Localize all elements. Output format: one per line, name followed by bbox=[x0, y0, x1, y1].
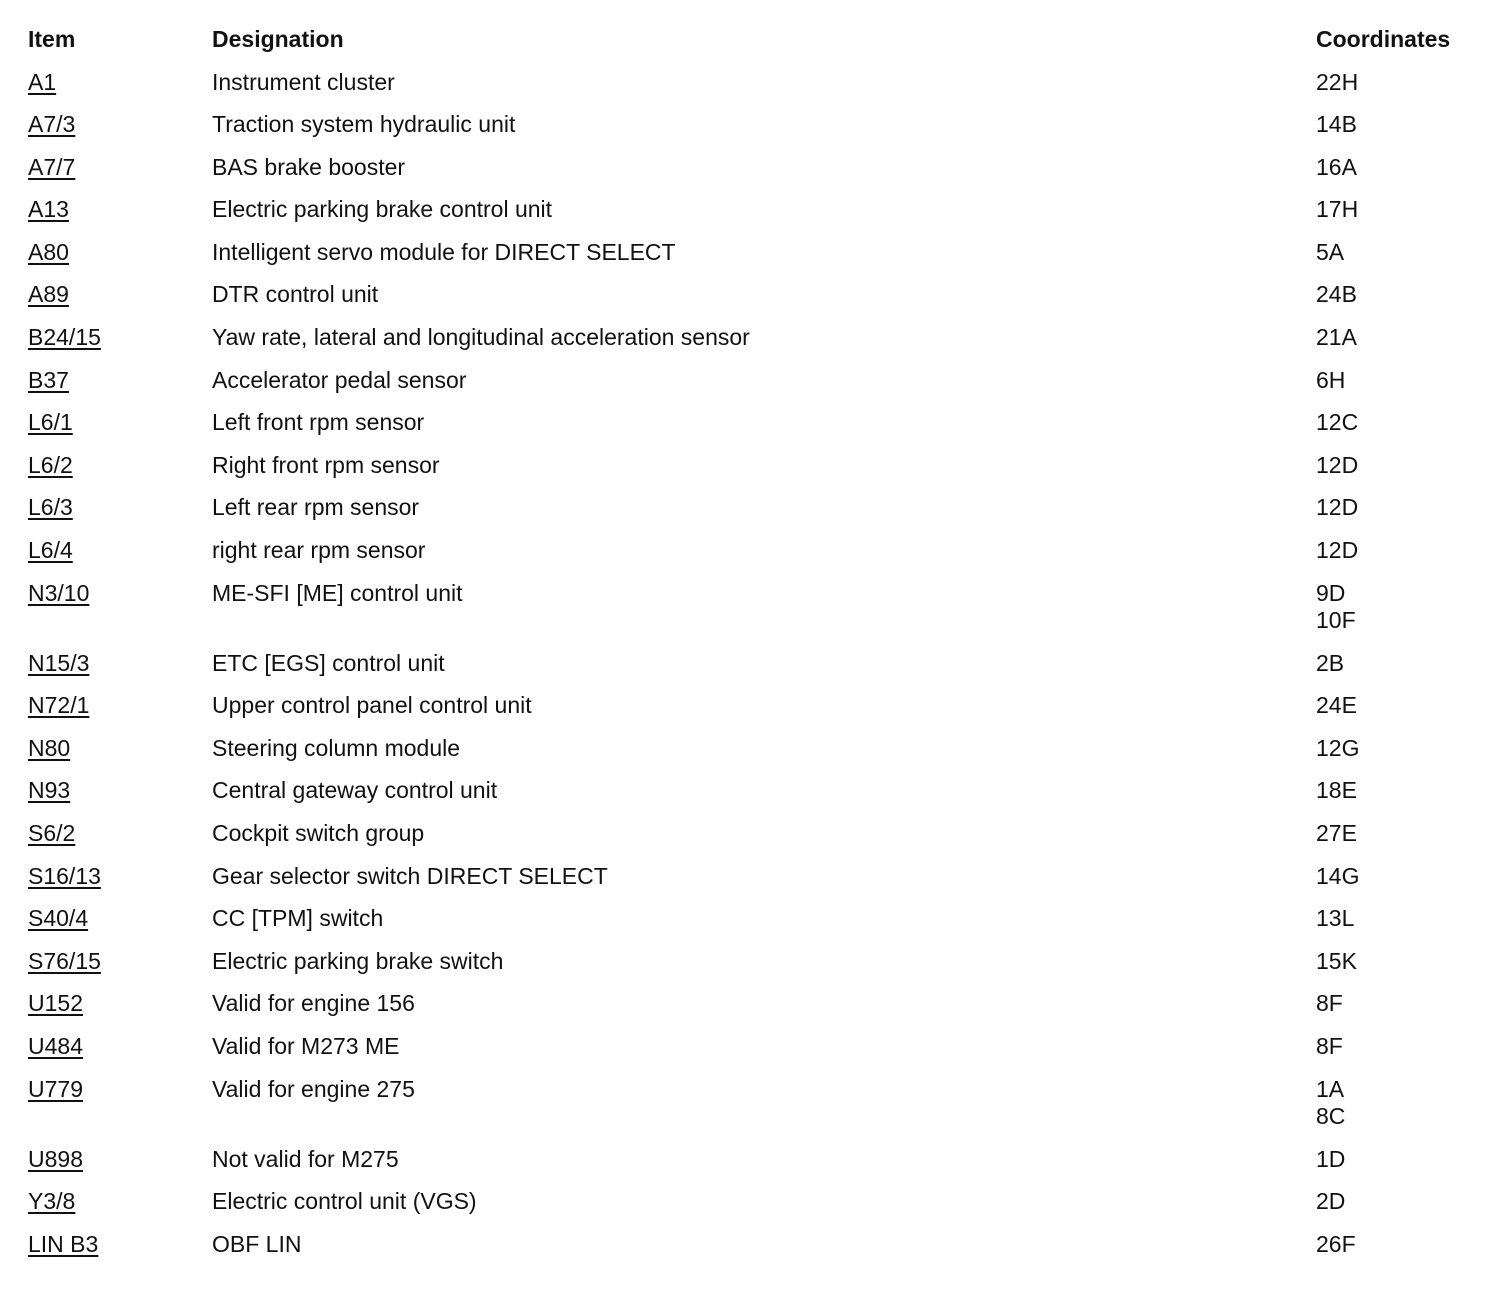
coordinates-cell bbox=[1316, 409, 1478, 437]
table-row bbox=[28, 196, 1478, 239]
coordinates-cell bbox=[1316, 111, 1478, 139]
coordinate-value: 10F bbox=[1316, 607, 1356, 634]
table-row bbox=[28, 948, 1478, 991]
item-link[interactable]: N93 bbox=[28, 777, 71, 804]
designation-cell: Central gateway control unit bbox=[212, 777, 498, 804]
coordinates-cell bbox=[1316, 324, 1478, 352]
designation-cell: CC [TPM] switch bbox=[212, 905, 384, 932]
item-cell bbox=[28, 692, 212, 720]
coordinates-cell bbox=[1316, 494, 1478, 522]
designation-cell: Not valid for M275 bbox=[212, 1145, 399, 1172]
coordinate-value: 14B bbox=[1316, 111, 1357, 138]
coordinate-value: 24B bbox=[1316, 281, 1357, 308]
table-row bbox=[28, 735, 1478, 778]
coordinates-cell bbox=[1316, 537, 1478, 565]
table-row bbox=[28, 777, 1478, 820]
coordinate-value: 12C bbox=[1316, 409, 1359, 436]
coordinates-cell bbox=[1316, 650, 1478, 678]
table-row bbox=[28, 990, 1478, 1033]
coordinates-cell bbox=[1316, 1146, 1478, 1174]
designation-cell: OBF LIN bbox=[212, 1230, 302, 1257]
item-cell bbox=[28, 111, 212, 139]
coordinates-cell bbox=[1316, 196, 1478, 224]
coordinate-value: 26F bbox=[1316, 1230, 1356, 1257]
table-row bbox=[28, 281, 1478, 324]
coordinate-value: 2D bbox=[1316, 1188, 1346, 1215]
item-cell bbox=[28, 409, 212, 437]
designation-cell: Valid for engine 275 bbox=[212, 1075, 415, 1102]
coordinates-cell bbox=[1316, 990, 1478, 1018]
designation-cell: Right front rpm sensor bbox=[212, 451, 440, 478]
item-link[interactable]: L6/3 bbox=[28, 494, 73, 521]
item-cell bbox=[28, 1146, 212, 1174]
coordinate-value: 17H bbox=[1316, 196, 1359, 223]
designation-cell: Upper control panel control unit bbox=[212, 692, 532, 719]
table-row bbox=[28, 580, 1478, 650]
item-cell bbox=[28, 367, 212, 395]
item-cell bbox=[28, 863, 212, 891]
coordinates-cell bbox=[1316, 905, 1478, 933]
item-cell bbox=[28, 990, 212, 1018]
table-row bbox=[28, 111, 1478, 154]
coordinates-cell bbox=[1316, 692, 1478, 720]
table-row bbox=[28, 1076, 1478, 1146]
designation-cell: Left rear rpm sensor bbox=[212, 494, 420, 521]
item-link[interactable]: LIN B3 bbox=[28, 1230, 99, 1257]
item-link[interactable]: U152 bbox=[28, 990, 83, 1017]
item-link[interactable]: S76/15 bbox=[28, 947, 101, 974]
coordinate-value: 8C bbox=[1316, 1103, 1346, 1130]
designation-cell: Electric control unit (VGS) bbox=[212, 1188, 477, 1215]
coordinate-value: 12D bbox=[1316, 494, 1359, 521]
designation-cell: ETC [EGS] control unit bbox=[212, 649, 445, 676]
coordinates-cell bbox=[1316, 281, 1478, 309]
item-cell bbox=[28, 154, 212, 182]
table-row bbox=[28, 1033, 1478, 1076]
table-row bbox=[28, 154, 1478, 197]
coordinates-cell bbox=[1316, 1033, 1478, 1061]
item-link[interactable]: A89 bbox=[28, 281, 69, 308]
coordinate-value: 12D bbox=[1316, 537, 1359, 564]
designation-cell: Steering column module bbox=[212, 734, 461, 761]
designation-cell: DTR control unit bbox=[212, 281, 379, 308]
item-cell bbox=[28, 494, 212, 522]
item-link[interactable]: A80 bbox=[28, 238, 69, 265]
coordinates-column-header: Coordinates bbox=[1316, 26, 1451, 52]
table-row bbox=[28, 324, 1478, 367]
designation-column-header: Designation bbox=[212, 26, 344, 52]
item-cell bbox=[28, 69, 212, 97]
item-link[interactable]: B24/15 bbox=[28, 324, 101, 351]
table-row bbox=[28, 820, 1478, 863]
item-link[interactable]: Y3/8 bbox=[28, 1188, 76, 1215]
table-body bbox=[28, 69, 1478, 1274]
coordinate-value: 12G bbox=[1316, 734, 1360, 761]
coordinate-value: 8F bbox=[1316, 990, 1343, 1017]
item-link[interactable]: U484 bbox=[28, 1032, 83, 1059]
coordinates-cell bbox=[1316, 1076, 1478, 1131]
table-row bbox=[28, 1146, 1478, 1189]
item-link[interactable]: U779 bbox=[28, 1075, 83, 1102]
table-row bbox=[28, 692, 1478, 735]
coordinates-cell bbox=[1316, 580, 1478, 635]
designation-cell: ME-SFI [ME] control unit bbox=[212, 579, 463, 606]
coordinates-cell bbox=[1316, 948, 1478, 976]
designation-cell: Yaw rate, lateral and longitudinal acceleration sensor bbox=[212, 324, 750, 351]
coordinate-value: 8F bbox=[1316, 1032, 1343, 1059]
coordinates-cell bbox=[1316, 735, 1478, 763]
table-row bbox=[28, 452, 1478, 495]
item-column-header: Item bbox=[28, 26, 76, 52]
designation-cell: Instrument cluster bbox=[212, 68, 395, 95]
item-link[interactable]: N80 bbox=[28, 734, 71, 761]
item-cell bbox=[28, 777, 212, 805]
item-link[interactable]: S16/13 bbox=[28, 862, 101, 889]
item-link[interactable]: A1 bbox=[28, 68, 57, 95]
coordinate-value: 24E bbox=[1316, 692, 1357, 719]
item-cell bbox=[28, 905, 212, 933]
coordinates-cell bbox=[1316, 69, 1478, 97]
item-link[interactable]: S40/4 bbox=[28, 905, 89, 932]
coordinate-value: 22H bbox=[1316, 68, 1359, 95]
item-link[interactable]: N72/1 bbox=[28, 692, 90, 719]
coordinate-value: 15K bbox=[1316, 947, 1357, 974]
coordinates-cell bbox=[1316, 367, 1478, 395]
coordinate-value: 16A bbox=[1316, 153, 1357, 180]
coordinate-value: 12D bbox=[1316, 451, 1359, 478]
item-link[interactable]: N15/3 bbox=[28, 649, 90, 676]
designation-cell: Valid for M273 ME bbox=[212, 1032, 400, 1059]
designation-cell: Cockpit switch group bbox=[212, 820, 425, 846]
coordinate-value: 13L bbox=[1316, 905, 1355, 932]
item-cell bbox=[28, 1231, 212, 1259]
table-row bbox=[28, 494, 1478, 537]
item-link[interactable]: A7/3 bbox=[28, 111, 76, 138]
item-cell bbox=[28, 650, 212, 678]
designation-cell: Valid for engine 156 bbox=[212, 990, 415, 1017]
item-link[interactable]: U898 bbox=[28, 1145, 83, 1172]
table-row bbox=[28, 69, 1478, 112]
coordinate-value: 9D bbox=[1316, 579, 1346, 606]
item-link[interactable]: A7/7 bbox=[28, 153, 76, 180]
coordinate-value: 1A bbox=[1316, 1075, 1345, 1102]
table-row bbox=[28, 367, 1478, 410]
item-cell bbox=[28, 1033, 212, 1061]
item-cell bbox=[28, 239, 212, 267]
table-row bbox=[28, 650, 1478, 693]
coordinates-cell bbox=[1316, 452, 1478, 480]
designation-cell: Accelerator pedal sensor bbox=[212, 366, 467, 393]
item-cell bbox=[28, 537, 212, 565]
component-legend-table bbox=[28, 26, 1478, 1273]
designation-cell: BAS brake booster bbox=[212, 153, 406, 180]
coordinates-cell bbox=[1316, 863, 1478, 891]
table-row bbox=[28, 1231, 1478, 1274]
item-cell bbox=[28, 820, 212, 848]
table-row bbox=[28, 905, 1478, 948]
coordinate-value: 2B bbox=[1316, 649, 1345, 676]
coordinate-value: 27E bbox=[1316, 820, 1357, 846]
coordinates-cell bbox=[1316, 239, 1478, 267]
item-cell bbox=[28, 948, 212, 976]
coordinates-cell bbox=[1316, 1231, 1478, 1259]
table-row bbox=[28, 537, 1478, 580]
item-link[interactable]: L6/2 bbox=[28, 451, 73, 478]
designation-cell: Traction system hydraulic unit bbox=[212, 111, 516, 138]
table-row bbox=[28, 863, 1478, 906]
item-cell bbox=[28, 1076, 212, 1104]
item-cell bbox=[28, 324, 212, 352]
item-link[interactable]: N3/10 bbox=[28, 579, 90, 606]
designation-cell: right rear rpm sensor bbox=[212, 537, 426, 564]
table-row bbox=[28, 409, 1478, 452]
item-cell bbox=[28, 452, 212, 480]
coordinate-value: 5A bbox=[1316, 238, 1345, 265]
coordinate-value: 14G bbox=[1316, 862, 1360, 889]
item-link[interactable]: B37 bbox=[28, 366, 69, 393]
item-link[interactable]: L6/1 bbox=[28, 409, 73, 436]
item-link[interactable]: S6/2 bbox=[28, 820, 76, 846]
designation-cell: Electric parking brake control unit bbox=[212, 196, 553, 223]
coordinates-cell bbox=[1316, 777, 1478, 805]
table-row bbox=[28, 239, 1478, 282]
item-cell bbox=[28, 735, 212, 763]
designation-cell: Gear selector switch DIRECT SELECT bbox=[212, 862, 608, 889]
coordinate-value: 21A bbox=[1316, 324, 1357, 351]
coordinates-cell bbox=[1316, 1188, 1478, 1216]
item-cell bbox=[28, 580, 212, 608]
item-cell bbox=[28, 196, 212, 224]
coordinate-value: 6H bbox=[1316, 366, 1346, 393]
table-header bbox=[28, 26, 1478, 69]
item-cell bbox=[28, 1188, 212, 1216]
coordinates-cell bbox=[1316, 154, 1478, 182]
coordinates-cell bbox=[1316, 820, 1478, 848]
designation-cell: Intelligent servo module for DIRECT SELECT bbox=[212, 238, 676, 265]
item-cell bbox=[28, 281, 212, 309]
coordinate-value: 18E bbox=[1316, 777, 1357, 804]
designation-cell: Electric parking brake switch bbox=[212, 947, 504, 974]
designation-cell: Left front rpm sensor bbox=[212, 409, 425, 436]
coordinate-value: 1D bbox=[1316, 1145, 1346, 1172]
item-link[interactable]: L6/4 bbox=[28, 537, 73, 564]
item-link[interactable]: A13 bbox=[28, 196, 69, 223]
table-row bbox=[28, 1188, 1478, 1231]
